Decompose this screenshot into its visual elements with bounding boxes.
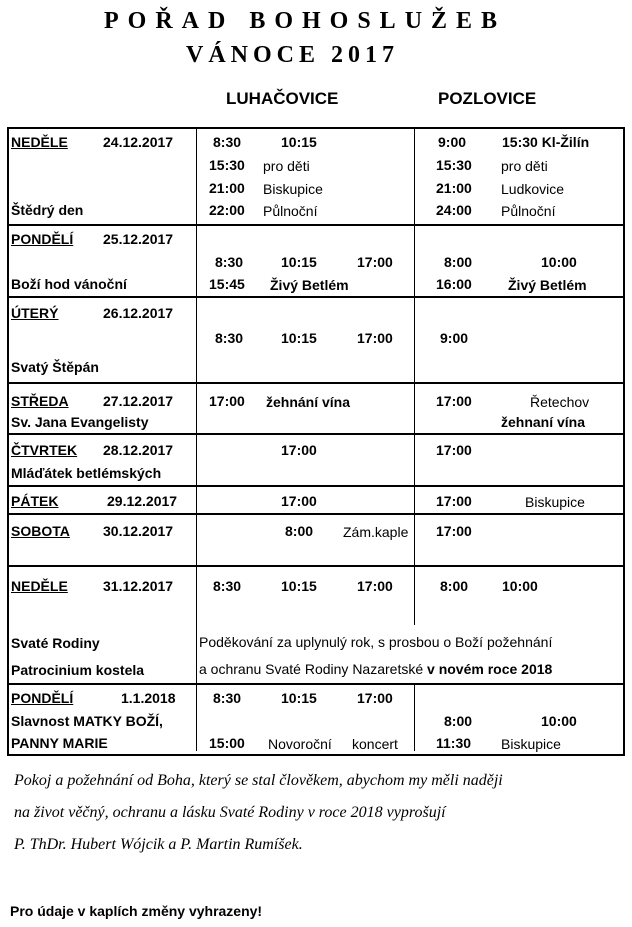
day-name: SOBOTA — [11, 523, 70, 539]
row-divider — [7, 433, 623, 435]
time: 21:00 — [436, 180, 472, 196]
day-label: Boží hod vánoční — [11, 276, 127, 292]
time: 15:30 — [209, 157, 245, 173]
day-name: ČTVRTEK — [11, 442, 78, 458]
day-date: 31.12.2017 — [103, 578, 174, 594]
time: 11:30 — [436, 735, 472, 751]
row-divider — [7, 565, 623, 567]
time: 10:00 — [541, 254, 577, 270]
day-date: 29.12.2017 — [107, 493, 178, 509]
service-note: pro děti — [263, 158, 310, 174]
time: 8:00 — [285, 523, 314, 539]
time: 8:00 — [440, 578, 469, 594]
time: 17:00 — [281, 442, 317, 458]
blessing-signature: P. ThDr. Hubert Wójcik a P. Martin Rumíšek. — [14, 836, 303, 853]
page-title: POŘAD BOHOSLUŽEB — [104, 8, 507, 34]
day-name: PONDĚLÍ — [11, 231, 74, 247]
day-name: ÚTERÝ — [11, 305, 59, 321]
time: 17:00 — [357, 330, 393, 346]
service-note: Novoroční — [268, 736, 332, 752]
day-label: Mláďátek betlémských — [11, 465, 162, 481]
header-luhacovice: LUHAČOVICE — [226, 89, 339, 108]
time: 8:30 — [213, 134, 242, 150]
day-name: PONDĚLÍ — [11, 690, 74, 706]
service-note: Půlnoční — [501, 203, 556, 219]
time: 17:00 — [209, 393, 245, 409]
service-note: Živý Betlém — [508, 277, 587, 293]
announcement-emphasis: v novém roce 2018 — [427, 661, 553, 677]
column-divider-1 — [196, 128, 197, 751]
column-divider-2b — [414, 684, 415, 751]
day-label: Svatý Štěpán — [11, 359, 99, 375]
disclaimer-note: Pro údaje v kaplích změny vyhrazeny! — [10, 903, 263, 919]
time: 17:00 — [436, 523, 472, 539]
time: 17:00 — [436, 442, 472, 458]
service-note: koncert — [352, 736, 398, 752]
time: 8:30 — [213, 578, 242, 594]
service-note: Biskupice — [263, 181, 323, 197]
time: 8:30 — [215, 330, 244, 346]
service-note: Biskupice — [525, 494, 585, 510]
time: 8:30 — [215, 254, 244, 270]
service-note: Ludkovice — [501, 181, 565, 197]
time: 17:00 — [436, 493, 472, 509]
time: 10:00 — [502, 578, 538, 594]
day-label: Štědrý den — [11, 202, 84, 218]
day-date: 1.1.2018 — [121, 690, 176, 706]
row-divider — [7, 296, 623, 298]
time: 15:30 Kl-Žilín — [502, 134, 590, 150]
time: 15:45 — [209, 276, 245, 292]
column-divider-2a — [414, 128, 415, 625]
day-label-secondary: PANNY MARIE — [11, 735, 108, 751]
time: 8:30 — [213, 690, 242, 706]
time: 10:15 — [281, 254, 317, 270]
header-pozlovice: POZLOVICE — [438, 89, 537, 108]
day-name: PÁTEK — [11, 493, 59, 509]
time: 10:15 — [281, 330, 317, 346]
service-note: Živý Betlém — [270, 277, 349, 293]
time: 10:15 — [281, 134, 317, 150]
time: 22:00 — [209, 202, 245, 218]
time: 10:15 — [281, 690, 317, 706]
service-note: Řetechov — [530, 394, 590, 410]
service-note: žehnaní vína — [501, 414, 586, 430]
blessing-line-1: Pokoj a požehnání od Boha, který se stal člověkem, abychom my měli naději — [14, 772, 503, 789]
day-date: 25.12.2017 — [103, 231, 174, 247]
day-name: STŘEDA — [11, 393, 69, 409]
day-date: 24.12.2017 — [103, 134, 174, 150]
row-divider — [7, 382, 623, 384]
day-name: NEDĚLE — [11, 134, 68, 150]
announcement-line-2 — [199, 661, 552, 677]
announcement-line: Poděkování za uplynulý rok, s prosbou o Boží požehnání — [199, 634, 553, 650]
service-note: Zám.kaple — [343, 524, 409, 540]
time: 24:00 — [436, 202, 472, 218]
time: 15:30 — [436, 157, 472, 173]
time: 8:00 — [444, 254, 473, 270]
service-note: žehnání vína — [266, 394, 351, 410]
time: 17:00 — [357, 254, 393, 270]
day-label: Sv. Jana Evangelisty — [11, 414, 149, 430]
day-date: 27.12.2017 — [103, 393, 174, 409]
day-label-secondary: Patrocinium kostela — [11, 662, 145, 678]
announcement-text: a ochranu Svaté Rodiny Nazaretské — [199, 661, 424, 677]
time: 17:00 — [281, 493, 317, 509]
time: 8:00 — [444, 713, 473, 729]
time: 17:00 — [357, 578, 393, 594]
service-note: Půlnoční — [263, 203, 318, 219]
day-date: 26.12.2017 — [103, 305, 174, 321]
blessing-line-2: na život věčný, ochranu a lásku Svaté Rodiny v roce 2018 vyprošují — [14, 804, 446, 821]
time: 21:00 — [209, 180, 245, 196]
time: 17:00 — [436, 393, 472, 409]
day-label: Slavnost MATKY BOŽÍ, — [11, 713, 163, 729]
row-divider — [7, 683, 623, 685]
time: 9:00 — [438, 134, 467, 150]
time: 15:00 — [209, 735, 245, 751]
row-divider — [7, 485, 623, 487]
service-note: pro děti — [501, 158, 548, 174]
service-note: Biskupice — [501, 736, 561, 752]
day-name: NEDĚLE — [11, 578, 68, 594]
row-divider — [7, 513, 623, 515]
time: 10:15 — [281, 578, 317, 594]
day-date: 30.12.2017 — [103, 523, 174, 539]
row-divider — [7, 224, 623, 226]
day-label: Svaté Rodiny — [11, 635, 100, 651]
day-date: 28.12.2017 — [103, 442, 174, 458]
time: 16:00 — [436, 276, 472, 292]
time: 10:00 — [541, 713, 577, 729]
time: 17:00 — [357, 690, 393, 706]
time: 9:00 — [440, 330, 469, 346]
page-subtitle: VÁNOCE 2017 — [186, 42, 400, 68]
